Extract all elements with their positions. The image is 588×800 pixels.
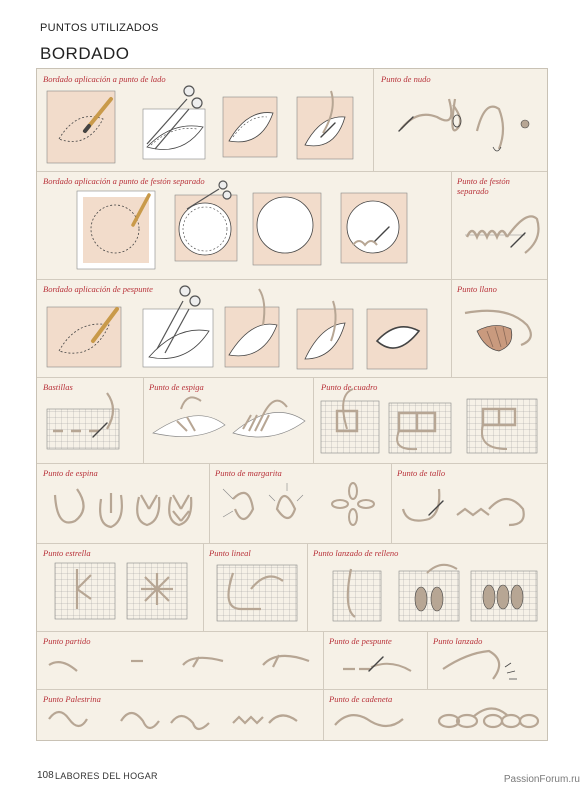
bastillas-illustration [47, 393, 119, 449]
punto-lineal-illustration [217, 565, 297, 621]
caption-punto-nudo: Punto de nudo [381, 74, 431, 84]
punto-pespunte-illustration [343, 657, 411, 671]
page-title: BORDADO [40, 44, 130, 63]
caption-punto-estrella: Punto estrella [43, 548, 91, 558]
punto-partido-illustration [49, 655, 309, 671]
magazine-brand: LABORES DEL HOGAR [55, 771, 158, 781]
punto-tallo-illustration [403, 489, 524, 525]
daisy-flower-icon [332, 483, 374, 525]
caption-punto-cuadro: Punto de cuadro [321, 382, 378, 392]
section-label: PUNTOS UTILIZADOS [40, 22, 159, 34]
caption-punto-lanzado: Punto lanzado [433, 636, 483, 646]
punto-lanzado-illustration [443, 651, 517, 679]
punto-espiga-illustration [153, 397, 305, 437]
caption-punto-espina: Punto de espina [43, 468, 98, 478]
caption-punto-lineal: Punto lineal [209, 548, 251, 558]
caption-bordado-lado: Bordado aplicación a punto de lado [43, 74, 166, 84]
punto-cuadro-illustration [321, 389, 537, 453]
punto-cadeneta-illustration [335, 708, 538, 727]
caption-punto-margarita: Punto de margarita [215, 468, 282, 478]
caption-punto-tallo: Punto de tallo [397, 468, 446, 478]
caption-punto-espiga: Punto de espiga [149, 382, 204, 392]
caption-punto-cadeneta: Punto de cadeneta [329, 694, 393, 704]
caption-punto-feston: Punto de festón separado [457, 176, 510, 196]
stitch-board [36, 68, 548, 741]
caption-punto-partido: Punto partido [43, 636, 91, 646]
punto-espina-illustration [55, 489, 191, 527]
punto-feston-illustration [465, 216, 539, 253]
bordado-pespunte-illustration [47, 286, 427, 369]
caption-punto-pespunte: Punto de pespunte [329, 636, 392, 646]
bordado-lado-illustration [47, 86, 353, 163]
caption-bordado-feston: Bordado aplicación a punto de festón separado [43, 176, 205, 186]
punto-palestrina-illustration [49, 712, 297, 729]
punto-estrella-illustration [55, 563, 187, 619]
punto-lanzado-relleno-illustration [333, 565, 537, 621]
caption-punto-llano: Punto llano [457, 284, 497, 294]
caption-punto-palestrina: Punto Palestrina [43, 694, 101, 704]
stitch-illustrations [37, 69, 547, 740]
watermark: PassionForum.ru [503, 774, 580, 785]
punto-llano-illustration [465, 311, 531, 351]
punto-margarita-illustration [223, 483, 374, 525]
caption-bastillas: Bastillas [43, 382, 73, 392]
caption-bordado-pespunte: Bordado aplicación de pespunte [43, 284, 153, 294]
bordado-feston-illustration [77, 181, 407, 269]
page-number: 108 [37, 770, 54, 781]
punto-nudo-illustration [399, 99, 529, 151]
caption-punto-lanzado-relleno: Punto lanzado de relleno [313, 548, 399, 558]
